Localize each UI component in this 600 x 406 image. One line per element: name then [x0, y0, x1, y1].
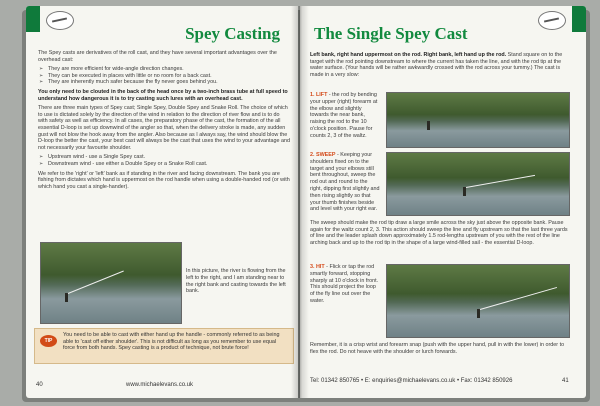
fly-line — [466, 175, 535, 188]
warning-paragraph: You only need to be clouted in the back of the head once by a two-inch brass tube at full speed to understand how dangerous it is to try casting such lures with an overhead cast. — [38, 88, 288, 102]
right-page-number: 41 — [562, 378, 569, 384]
step-lift-text: - the rod by bending your upper (right) forearm at the elbow and slightly towards the near bank, raising the rod to the 10 o'clock position. Pause for counts 2, 3 of the waltz. — [310, 92, 378, 139]
remember-paragraph: Remember, it is a crisp wrist and forearm snap (push with the upper hand, pull in with the lower) in order to flex the rod. Do not heave with the shoulder or lurch forwards. — [310, 342, 565, 355]
advantages-list — [38, 66, 290, 86]
left-casting-photo — [40, 242, 182, 324]
sweep-paragraph: The sweep should make the rod tip draw a large smile across the sky just above the opposite bank. Pause again for the waltz count 2, 3. This action should sweep the line and fly upstream so that the last three yards of line and the leader splash down approximately 1.5 rod-lengths upstream of you with the rest of the line arching back and up to the rod tip in the shape of a large wind-filled sail - the essential D-loop. — [310, 220, 568, 246]
step-hit-text: - Flick or tap the rod smartly forward, stopping sharply at 10 o'clock in front. This should project the loop of the fly line out over the water. — [310, 264, 379, 304]
step-sweep-label: 2. SWEEP — [310, 152, 336, 158]
angler-figure — [463, 187, 466, 196]
step-sweep-text: - Keeping your shoulders fixed on to the target and your elbows still bent throughout, sweep the rod out and round to the right, dipping first slightly and then rising slightly so that your thumb finishes beside and level with your right ear. — [310, 152, 380, 213]
left-green-band — [26, 6, 40, 32]
left-body-top — [38, 50, 290, 193]
step-sweep — [310, 152, 380, 213]
lead-text: Stand square on to the target with the rod pointing downstream to where the current has taken the line, and with the rod tip at the water surface. (Your hands will be rather awkwardly crossed with the rod across your tummy.) The cast is made in a very slow: — [310, 52, 563, 78]
tip-box — [34, 328, 294, 364]
right-green-band — [572, 6, 586, 32]
bank-paragraph: We refer to the 'right' or 'left' bank as if standing in the river and facing downstream. The bank you are fishing from dictates which hand is uppermost on the rod handle when using a double-handed rod (or with which hand you cast a single-hander). — [38, 170, 290, 190]
right-page-title: The Single Spey Cast — [314, 24, 468, 43]
fish-logo-icon — [538, 11, 566, 30]
angler-figure — [477, 309, 480, 318]
step-lift-label: 1. LIFT — [310, 92, 328, 98]
lead-bold-text: Left bank, right hand uppermost on the rod. Right bank, left hand up the rod. — [310, 52, 507, 58]
hit-photo — [386, 264, 570, 338]
right-page — [300, 6, 586, 398]
tip-badge: TIP — [40, 335, 57, 347]
right-lead — [310, 52, 572, 78]
fly-line — [68, 271, 124, 294]
step-lift — [310, 92, 380, 140]
tip-text: You need to be able to cast with either hand up the handle - commonly referred to as being able to 'cast off either shoulder'. This is not difficult as long as you remember to use equal force from both hands. Spey casting is a product of technique, not brute force! — [63, 332, 280, 352]
website-link: www.michaelevans.co.uk — [126, 382, 194, 388]
left-page — [26, 6, 298, 398]
step-hit-label: 3. HIT — [310, 264, 325, 270]
advantage-item: ➢ They are inherently much safer because the fly never goes behind you. — [38, 79, 290, 86]
sweep-photo — [386, 152, 570, 216]
wind-rule-item: ➢ Upstream wind - use a Single Spey cast. — [38, 154, 290, 161]
spey-types-paragraph: There are three main types of Spey cast; Single Spey, Double Spey and Snake Roll. The choice of which to use is dictated solely by the direction of the wind in relation to the direction of river flow and is to do with safety as well as efficiency. In all cases, the preparatory phase of the cast, the formation of the all essential D-loop is set up downwind of the angler so that, when the delivery stroke is made, any sudden gust will not blow the hook away from the angler. Also because as I always say, the wind should blow the D-loop the better the cast, your best cast will always be the cast that uses the wind to your advantage and not necessarily your favourite shoulder. — [38, 105, 291, 151]
fly-line — [480, 287, 557, 310]
advantage-item: ➢ They are more efficient for wide-angle direction changes. — [38, 66, 290, 73]
advantage-item: ➢ They can be executed in places with little or no room for a back cast. — [38, 73, 290, 80]
left-page-title: Spey Casting — [185, 24, 280, 43]
angler-figure — [427, 121, 430, 130]
contact-details: Tel: 01342 850765 • E: enquiries@michaelevans.co.uk • Fax: 01342 850926 — [310, 378, 513, 384]
intro-paragraph: The Spey casts are derivatives of the roll cast, and they have several important advantages over the overhead cast: — [38, 50, 277, 63]
wind-rules-list — [38, 154, 290, 167]
lift-photo — [386, 92, 570, 148]
photo-caption: In this picture, the river is flowing from the left to the right, and I am standing near to the right bank and casting towards the left bank. — [186, 268, 286, 295]
angler-figure — [65, 293, 68, 302]
fish-logo-icon — [46, 11, 74, 30]
left-page-number: 40 — [36, 382, 43, 388]
wind-rule-item: ➢ Downstream wind - use either a Double Spey or a Snake Roll cast. — [38, 161, 290, 168]
step-hit — [310, 264, 380, 305]
